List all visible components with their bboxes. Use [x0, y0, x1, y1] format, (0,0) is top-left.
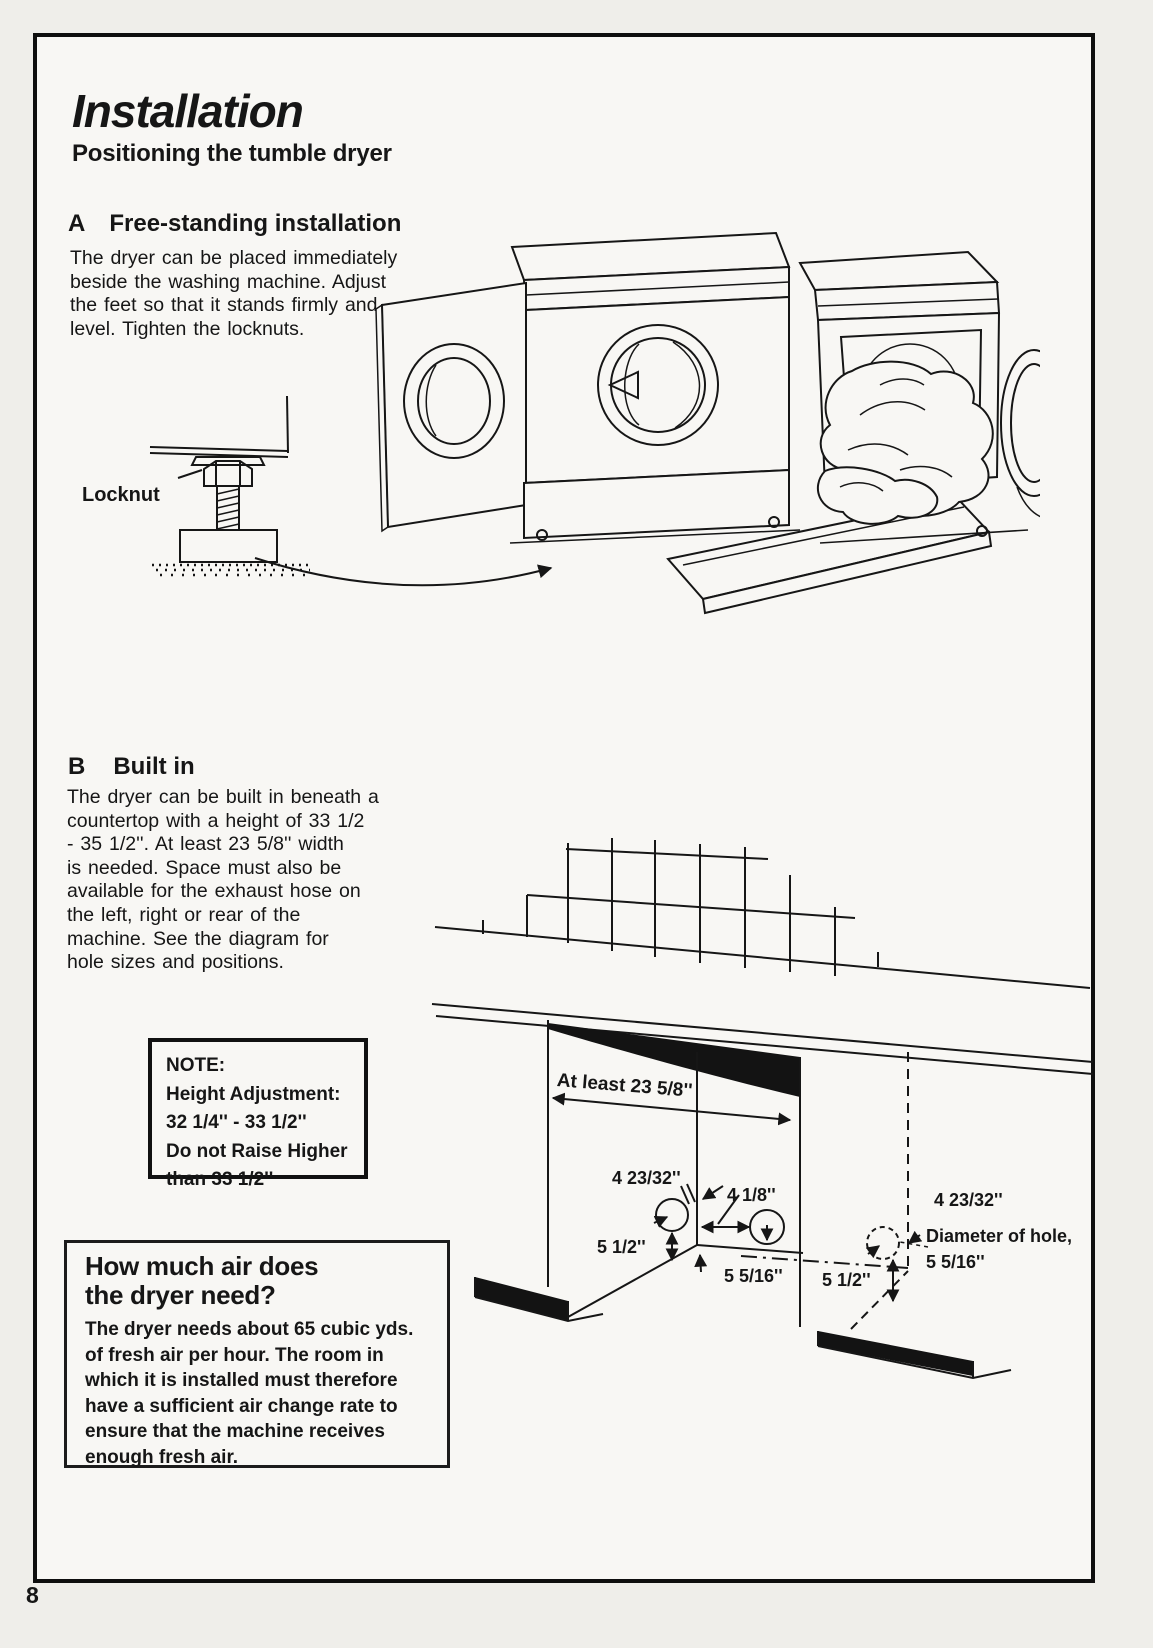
- section-b-label: B: [68, 753, 86, 780]
- right-plinth: [818, 1331, 1011, 1378]
- section-a-title: Free-standing installation: [109, 210, 402, 237]
- left-plinth: [475, 1277, 603, 1321]
- air-box-heading: the dryer need?: [85, 1280, 276, 1310]
- paragraph-line: countertop with a height of 33 1/2: [67, 809, 365, 832]
- page-number: 8: [26, 1582, 39, 1608]
- built-in-diagram: [410, 790, 1095, 1390]
- air-box-line: ensure that the machine receives: [85, 1421, 385, 1443]
- hole-diameter-value: 5 5/16'': [926, 1252, 985, 1272]
- dim-hole3-height: 5 1/2'': [822, 1270, 871, 1290]
- dim-hole2-height: 5 5/16'': [724, 1266, 783, 1286]
- dim-hole1-offset: 4 23/32'': [612, 1168, 681, 1188]
- air-box-line: The dryer needs about 65 cubic yds.: [85, 1319, 414, 1340]
- dim-width-label: At least 23 5/8'': [556, 1070, 694, 1102]
- width-dimension-arrow: [553, 1098, 790, 1120]
- note-box-line: 32 1/4'' - 33 1/2'': [166, 1112, 307, 1133]
- air-box-heading: How much air does: [85, 1251, 319, 1281]
- curved-arrow: [255, 558, 551, 585]
- section-b-title: Built in: [113, 753, 195, 780]
- locknut-label: Locknut: [82, 484, 160, 506]
- dim-hole3-offset: 4 23/32'': [934, 1190, 1003, 1210]
- laundry-pile-drawing: [818, 362, 993, 524]
- dim-hole-gap: 4 1/8'': [727, 1185, 776, 1205]
- note-box-line: Height Adjustment:: [166, 1083, 341, 1105]
- paragraph-line: hole sizes and positions.: [67, 951, 284, 974]
- section-a-label: A: [68, 210, 86, 237]
- section-b-heading: [68, 753, 195, 781]
- dimension-marks: [654, 1184, 928, 1301]
- paragraph-line: the feet so that it stands firmly and: [70, 294, 378, 317]
- paragraph-line: the left, right or rear of the: [67, 903, 301, 926]
- section-b-paragraph: [67, 786, 379, 975]
- air-box-line: of fresh air per hour. The room in: [85, 1344, 384, 1366]
- paragraph-line: level. Tighten the locknuts.: [70, 317, 305, 340]
- wall-tile-grid: [435, 838, 1090, 988]
- paragraph-line: is needed. Space must also be: [67, 856, 342, 879]
- air-box-line: enough fresh air.: [85, 1446, 239, 1468]
- page-subtitle: Positioning the tumble dryer: [72, 140, 392, 167]
- paragraph-line: The dryer can be placed immediately: [70, 247, 398, 269]
- note-box-line: than 33 1/2'': [166, 1169, 274, 1190]
- washing-machine-drawing: [376, 233, 800, 543]
- air-box-body: [85, 1317, 441, 1471]
- paragraph-line: - 35 1/2''. At least 23 5/8'' width: [67, 833, 344, 856]
- exhaust-holes: [656, 1199, 899, 1259]
- label-leader-line: [178, 470, 202, 478]
- note-box: [148, 1038, 368, 1190]
- dim-hole1-height: 5 1/2'': [597, 1237, 646, 1257]
- paragraph-line: available for the exhaust hose on: [67, 880, 361, 903]
- air-box-line: have a sufficient air change rate to: [85, 1395, 398, 1417]
- paragraph-line: beside the washing machine. Adjust: [70, 270, 387, 293]
- paragraph-line: The dryer can be built in beneath a: [67, 786, 379, 808]
- note-box-title: NOTE:: [166, 1055, 226, 1076]
- air-requirement-box: [64, 1240, 450, 1468]
- open-dryer-door: [1001, 350, 1040, 496]
- page-title: Installation: [72, 85, 303, 137]
- washer-dryer-illustration: [240, 225, 1040, 645]
- hole-diameter-caption: Diameter of hole,: [926, 1226, 1073, 1246]
- note-box-line: Do not Raise Higher: [166, 1140, 348, 1162]
- air-box-line: which it is installed must therefore: [85, 1370, 398, 1392]
- paragraph-line: machine. See the diagram for: [67, 927, 329, 950]
